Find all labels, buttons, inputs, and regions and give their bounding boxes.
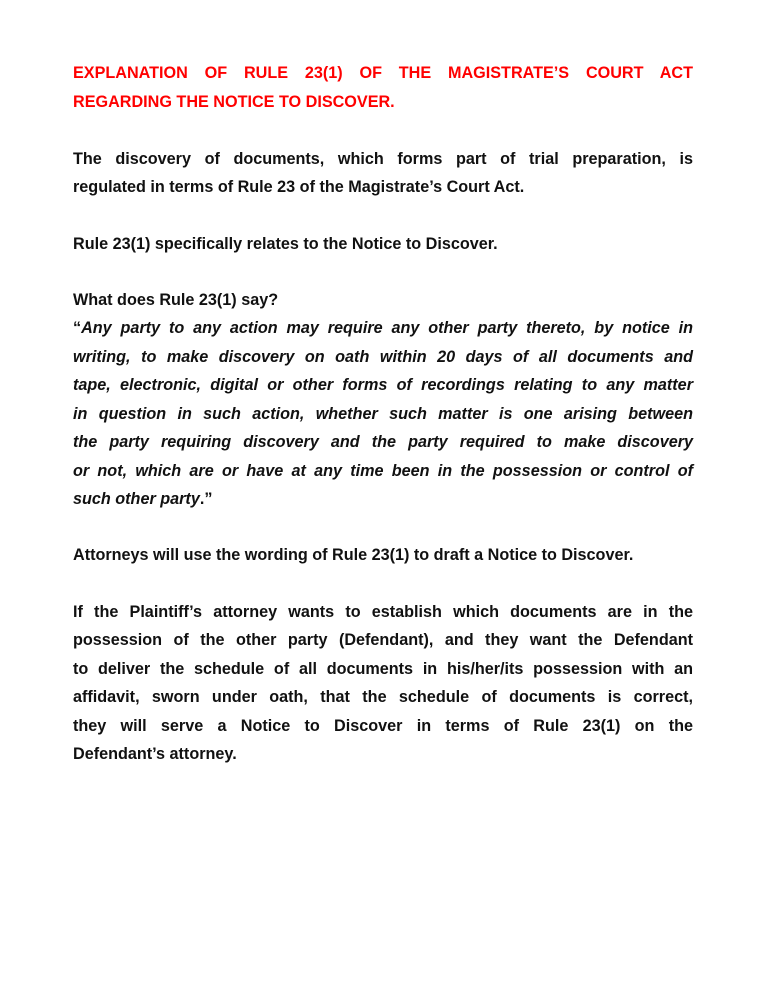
quote-line: in question in such action, whether such matter is one arising between — [73, 405, 693, 423]
paragraph-line: they will serve a Notice to Discover in terms of Rule 23(1) on the — [73, 717, 693, 735]
paragraph-line: If the Plaintiff’s attorney wants to establish which documents are in the — [73, 603, 693, 621]
section-heading: What does Rule 23(1) say? — [73, 291, 279, 309]
quote-line: writing, to make discovery on oath within 20 days of all documents and — [73, 348, 693, 366]
paragraph-line: to deliver the schedule of all documents in his/her/its possession with an — [73, 660, 693, 678]
paragraph-line: The discovery of documents, which forms part of trial preparation, is — [73, 150, 693, 168]
close-quote: .” — [199, 490, 213, 508]
title-line: EXPLANATION OF RULE 23(1) OF THE MAGISTRATE’S COURT ACT — [73, 64, 693, 82]
quote-line: such other party.” — [73, 490, 213, 508]
quote-line: the party requiring discovery and the party required to make discovery — [73, 433, 693, 451]
title-line: REGARDING THE NOTICE TO DISCOVER. — [73, 93, 395, 111]
quote-line: “Any party to any action may require any other party thereto, by notice in — [73, 319, 693, 337]
paragraph-line: regulated in terms of Rule 23 of the Magistrate’s Court Act. — [73, 178, 525, 196]
paragraph-line: possession of the other party (Defendant), and they want the Defendant — [73, 631, 693, 649]
quote-line: or not, which are or have at any time been in the possession or control of — [73, 462, 693, 480]
paragraph-attorneys-wording: Attorneys will use the wording of Rule 23(1) to draft a Notice to Discover. — [73, 546, 634, 564]
paragraph-line: Defendant’s attorney. — [73, 745, 237, 763]
quote-line: tape, electronic, digital or other forms of recordings relating to any matter — [73, 376, 693, 394]
paragraph-line: affidavit, sworn under oath, that the schedule of documents is correct, — [73, 688, 693, 706]
open-quote: “ — [73, 319, 82, 337]
paragraph-rule-23-1: Rule 23(1) specifically relates to the Notice to Discover. — [73, 235, 498, 253]
